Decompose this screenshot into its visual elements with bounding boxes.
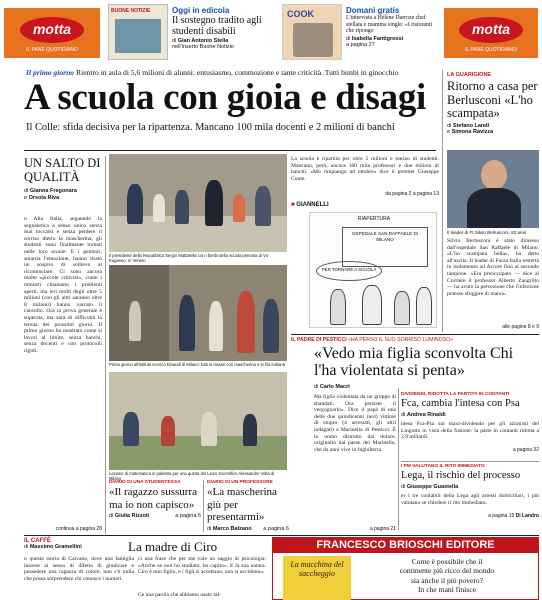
caption-2: Primo giorno all'Istituto tecnico Einaudi di Milano: tutti in classe con mascherina e in fila indiana: [109, 362, 286, 367]
brief-fca: [401, 392, 539, 453]
lead-headline[interactable]: A scuola con gioia e disagi: [24, 77, 427, 118]
brioschi-copy: [357, 557, 537, 595]
buone-notizie-kicker: BUONE NOTIZIE: [111, 8, 151, 14]
brief1-body: ntesa Fca-Psa sui maxi-dividendo per gli azionisti del Lingotto in vista della fusione: la parte in contanti ridotta a 2,9 miliardi.: [401, 421, 539, 441]
book-promo-text: [172, 6, 274, 50]
book-promo-note: nell'inserto Buone Notizie: [172, 44, 234, 50]
cartoon-frame: [309, 212, 437, 328]
cook-logo: COOK: [287, 9, 314, 19]
motta-ad-right[interactable]: [444, 8, 538, 58]
book-promo-byline: di Gian Antonio Stella: [172, 38, 229, 44]
cartoon-figure: [416, 287, 432, 325]
photo3-figure: [123, 412, 139, 446]
sidebar-title[interactable]: Ritorno a casa per Berlusconi «L'ho scampata»: [447, 79, 538, 120]
sidebar-caption: Il leader di FI Silvio Berlusconi, 83 anni: [447, 230, 527, 235]
photo2-figure: [209, 301, 223, 351]
violence-kicker-line: [291, 337, 539, 343]
diary1-quote[interactable]: «Il ragazzo sussurra ma io non capisco»: [109, 486, 197, 511]
buone-notizie-cover[interactable]: [108, 4, 168, 60]
lead-kicker-rest: Rientro in aula di 5,6 milioni di alunni: entusiasmo, commozione e tante criticità. Tutti bimbi in ginocchio: [76, 68, 399, 77]
brief1-page: a pagina 32: [512, 447, 539, 453]
violence-col1: Ma figlia violentata da un gruppo di sbandati. Ora persiste il vergognarlo». Dice il papà di una delle due quindicenni (ieri) vittime di stupro (4 arrestati, gli altri indagati) a Marinella di Pesticci. È in uomo distrutto dal dolore, originario dal paese del Marinello, che da anni vive in Inghilterra.: [314, 394, 396, 453]
brioschi-ad[interactable]: [272, 537, 539, 600]
lead-kicker: Il primo giorno: [26, 68, 75, 77]
sidebar-kicker: LA GUARIGIONE: [447, 72, 492, 78]
diary2-kicker: DIARIO DI UN PROFESSORE: [207, 480, 273, 485]
caffe-kicker: IL CAFFÈ: [24, 538, 51, 544]
left-column: [24, 156, 102, 201]
sidebar-body: Silvio Berlusconi è stato dimesso dall'ospedale San Raffaele di Milano. «L'ho scampata bella», ha detto all'uscita. Il leader di Forza Italia restertà in isolamento ad Arcore fino al secondo tampone. «Era preoccupato — dice al Corriere il professor Alberto Zangrillo — ha avuto la percezione che l'infezione potesse sfuggire di mano».: [447, 238, 539, 297]
cartoon-figure: [330, 289, 346, 325]
cartoon-label: RIAPERTURA: [357, 216, 391, 222]
cartoon-figure: [394, 291, 410, 325]
sidebar-byline: di Stefano Landi e Simona Ravizza: [447, 122, 494, 135]
center-body: La scuola è ripartita per oltre 5 milioni e mezzo di studenti. Mancano, però, ancora 100 mila professori e due milioni di banchi. «Mo rimpiango ad ottobre» dice il premier Giuseppe Conte.: [291, 156, 439, 182]
caffe-col2: ci una frase che per me vale un saggio di psicologia: «Anche se non ho studiato, ho capito». E la sua natura. Ciro è mio figlio, e i figli si accettano, non si uccidono».: [138, 556, 266, 576]
photo1-figure: [205, 180, 223, 226]
right-promo-byline: di Isabella Fantigrossi: [346, 35, 404, 42]
bottom-rule: [24, 535, 539, 536]
cartoon-figure: [362, 285, 382, 325]
sidebar-divider: [442, 70, 443, 332]
caption-3: Lezione di matematica in palestra per una quinta del Liceo Scientifico Alessandro Volta di Milano: [109, 471, 275, 481]
brioschi-line-2: continente più ricco del mondo: [399, 566, 495, 576]
photo3-figure: [201, 412, 217, 446]
caffe-col3: Ce una parola che abbiamo usato tal-: [138, 592, 221, 598]
photo2-figure: [129, 301, 141, 341]
right-promo-page: a pagina 27: [346, 41, 375, 48]
motta-ad-left[interactable]: [4, 8, 100, 58]
photo2-figure: [237, 291, 255, 353]
brief-lega: [401, 464, 539, 519]
photo-einaudi: [109, 265, 287, 361]
sidebar-page: alle pagine 8 e 9: [502, 324, 539, 330]
book-promo-title[interactable]: Il sostegno tradito agli studenti disabili: [172, 15, 262, 37]
brief2-title[interactable]: Lega, il rischio del processo: [401, 470, 521, 481]
berlusconi-suit: [467, 188, 521, 228]
motta-tagline: IL PANE QUOTIDIANO: [26, 47, 78, 53]
left-byline: di Gianna Fregonara e Orsola Riva: [24, 188, 77, 201]
diary1-kicker: DIARIO DI UNA STUDENTESSA: [109, 480, 181, 485]
berlusconi-head: [481, 160, 507, 190]
berlusconi-photo: [447, 150, 539, 228]
cartoon-kicker-line: [291, 202, 439, 208]
photo3-figure: [243, 414, 257, 446]
cartoon-sign: OSPEDALE SAN RAFFAELE DI MILANO: [351, 231, 419, 242]
violence-byline: di Carlo Macrì: [314, 384, 350, 390]
lead-kicker-line: [26, 68, 438, 77]
photo3-figure: [161, 416, 175, 446]
photo1-figure: [255, 186, 271, 226]
domani-cover[interactable]: [282, 4, 342, 60]
brioschi-line-4: In che mani finisce: [418, 585, 476, 595]
brief1-title[interactable]: Fca, cambia l'intesa con Psa: [401, 398, 520, 409]
right-promo-text-body: L'intervista a Hélène Darroze chef stellata e mamma single: «I ristoranti che ripongo: [346, 15, 433, 35]
motta-brand-right: motta: [471, 21, 511, 37]
domani-cover-image: [293, 23, 333, 57]
photo-volta: [109, 372, 287, 470]
cartoon-square-icon: ■: [291, 202, 295, 208]
photo2-figure: [263, 299, 279, 353]
brief2-byline: di Giuseppe Guastella: [401, 484, 459, 490]
caffe-title[interactable]: La madre di Ciro: [128, 539, 218, 554]
violence-kicker-rest: «HA PERSO IL SUO SORRISO LUMINOSO»: [348, 337, 454, 343]
motta-brand: motta: [32, 21, 72, 37]
lead-rule: [24, 150, 436, 151]
book-promo-edition: Oggi in edicola: [172, 6, 230, 15]
center-pages: da pagina 2 a pagina 13: [385, 191, 439, 197]
cartoon-kicker: GIANNELLI: [296, 202, 329, 208]
caption-1: Il presidente della Repubblica Sergio Mattarella con i bimbi della scuola primaria di Vo' Euganeo, in Veneto: [109, 253, 269, 263]
cartoon-block: [291, 202, 439, 330]
violence-kicker: IL PADRE DI PESTICCI: [291, 337, 347, 343]
left-divider: [105, 156, 106, 534]
brief2-body: er i tre contabili della Lega agli arresti domiciliari, i pm valutano se chiedere il rito immediato.: [401, 493, 539, 506]
diary-teacher: [207, 480, 289, 532]
brioschi-book-title: La macchina del saccheggio: [290, 560, 344, 578]
violence-page: a pagina 21: [369, 526, 396, 532]
caffe-byline: di Massimo Gramellini: [24, 544, 82, 550]
brief2-page-line: a pagina 15 Di Landro: [488, 513, 539, 519]
brief1-kicker: DIVIDENDI, RIDOTTA LA PARTITA IN CONTANTI: [401, 392, 510, 397]
cartoon-speech: PER TORNARE A SCUOLA: [321, 267, 377, 272]
violence-top-rule: [291, 334, 539, 335]
left-body: n Alta Italia, seguendo la segnaletica a senso unico senza mai toccarsi e senza perdere il sorriso dietro la mascherina, gli studenti sono finalmente tornati nelle loro scuole. E i genitori, smartia l'emozione, hanno tirato un sospiro di sollievo al ricominciare. Ci sono ancora molte «piccole criticità», come i ministri chiamano i problemi aperti, ma ieri molti degli oltre 5 milioni (con gli altri saranno oltre 8 milioni) hanno varcato il cancello. Ora la prova generale è superata, ma sarà di difficoltà la tenuta dei prossimi giorni. Il primo giorno ha mostrato come si lavori al limite, senza banchi, senza docenti e con protocolli rigidi.: [24, 216, 102, 354]
photo1-figure: [153, 194, 165, 222]
photo1-figure: [175, 190, 189, 224]
caffe-header: [24, 538, 124, 550]
top-bar: [0, 0, 542, 62]
photo-mattarella: [109, 154, 287, 252]
photo1-figure: [127, 184, 143, 224]
brief-divider: [398, 388, 399, 530]
diary-student: [109, 480, 201, 519]
brioschi-line-3: sia anche il più povero?: [410, 575, 484, 585]
right-promo-edition: Domani gratis: [346, 6, 400, 15]
brioschi-line-1: Come è possibile che il: [411, 557, 483, 566]
brief2-kicker: I PM VALUTANO IL RITO IMMEDIATO: [401, 464, 485, 469]
diary-divider: [203, 480, 204, 532]
diary1-byline-line: di Giulia Rizzoli a pagina 6: [109, 513, 201, 519]
brioschi-brand: FRANCESCO BRIOSCHI EDITORE: [273, 538, 538, 553]
left-title[interactable]: UN SALTO DI QUALITÀ: [24, 156, 101, 184]
cover-illustration: [115, 19, 161, 53]
motta-tagline-right: IL PANE QUOTIDIANO: [465, 47, 517, 53]
sidebar-berlusconi: [447, 72, 539, 136]
brief-rule: [401, 461, 539, 462]
violence-headline[interactable]: «Vedo mia figlia sconvolta Chi l'ha violentata si penta»: [314, 345, 514, 379]
right-promo-text: [346, 6, 438, 48]
brioschi-book-cover: [283, 556, 351, 600]
caffe-col1: n questa storia di Caivano, dove una famiglia insorse ai senso di difetto di giudicare e possedere una ragazza di colore, non c'è nulla che possa sorprendere chi conosce i numeri.: [24, 556, 134, 582]
photo2-figure: [179, 295, 195, 351]
diary2-byline-line: di Marco Balzano a pagina 6: [207, 525, 289, 532]
lead-subhead: Il Colle: sfida decisiva per la ripartenza. Mancano 100 mila docenti e 2 milioni di banchi: [26, 122, 395, 133]
left-page: continua a pagina 28: [55, 526, 102, 532]
brief1-byline: di Andrea Rinaldi: [401, 412, 446, 418]
photo1-figure: [233, 194, 245, 222]
diary2-quote[interactable]: «La mascherina giù per presentarmi»: [207, 486, 277, 523]
